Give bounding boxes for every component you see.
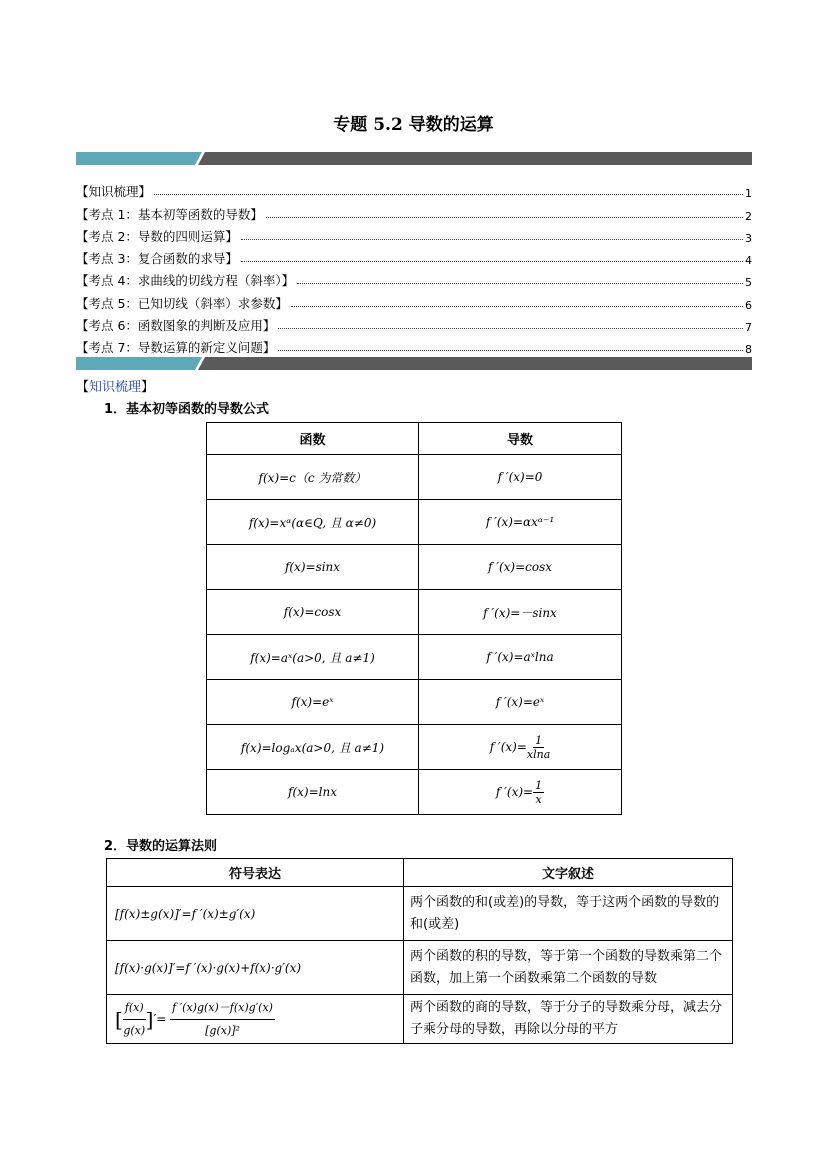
- header-banner: [76, 152, 752, 165]
- toc-leader: [291, 306, 743, 307]
- table-row: f(x)=c（c 为常数） f ′(x)=0: [207, 455, 622, 500]
- column-header: 符号表达: [107, 859, 404, 887]
- toc-entry[interactable]: [76, 289, 752, 311]
- toc-leader: [278, 328, 743, 329]
- toc-label: 【考点 4：求曲线的切线方程（斜率）】: [76, 273, 295, 289]
- column-header: 函数: [207, 423, 419, 455]
- toc-page-number: 8: [745, 343, 752, 357]
- table-row: f(x)=eˣ f ′(x)=eˣ: [207, 680, 622, 725]
- toc-leader: [278, 350, 743, 351]
- toc-label: 【考点 6：函数图象的判断及应用】: [76, 318, 276, 334]
- toc-leader: [154, 194, 743, 195]
- fraction: $\frac{1}{x}$: [535, 778, 543, 806]
- toc-label: 【考点 1：基本初等函数的导数】: [76, 206, 263, 222]
- toc-page-number: 1: [745, 187, 752, 201]
- toc-leader: [266, 217, 743, 218]
- toc-entry[interactable]: [76, 334, 752, 356]
- fraction: $\frac{1}{xlna}$: [526, 733, 551, 761]
- page-title: 专题 5.2 导数的运算: [333, 115, 494, 135]
- toc-entry[interactable]: [76, 200, 752, 222]
- toc-entry[interactable]: [76, 245, 752, 267]
- toc-page-number: 4: [745, 254, 752, 268]
- column-header: 导数: [419, 423, 622, 455]
- toc-label: 【知识梳理】: [76, 184, 152, 200]
- column-header: 文字叙述: [404, 859, 733, 887]
- toc-page-number: 6: [745, 298, 752, 312]
- table-row: f(x)=logₐx(a>0, 且 a≠1) f ′(x)= $\frac{1}{xlna}$: [207, 725, 622, 770]
- toc-entry[interactable]: [76, 223, 752, 245]
- toc-label: 【考点 5：已知切线（斜率）求参数】: [76, 295, 288, 311]
- table-row: [f(x)±g(x)]′=f ′(x)±g′(x) 两个函数的和(或差)的导数，等于这两个函数的导数的和(或差): [107, 887, 733, 941]
- toc-entry[interactable]: [76, 178, 752, 200]
- subheading-derivative-formulas: 1．基本初等函数的导数公式: [104, 402, 270, 417]
- table-row: f(x)=lnx f ′(x)= $\frac{1}{x}$: [207, 770, 622, 815]
- toc-leader: [241, 261, 743, 262]
- toc-page-number: 2: [745, 209, 752, 223]
- toc-leader: [241, 239, 743, 240]
- table-row: f(x)=cosx f ′(x)=－sinx: [207, 590, 622, 635]
- toc-page-number: 7: [745, 321, 752, 335]
- derivative-formula-table: [206, 422, 622, 815]
- table-of-contents: [76, 178, 752, 356]
- table-row: [f(x)·g(x)]′=f ′(x)·g(x)+f(x)·g′(x) 两个函数的积的导数，等于第一个函数的导数乘第二个函数，加上第一个函数乘第二个函数的导数: [107, 941, 733, 995]
- toc-leader: [297, 283, 743, 284]
- operation-rules-table: [106, 858, 733, 1044]
- divider-banner: [76, 357, 752, 370]
- toc-label: 【考点 3：复合函数的求导】: [76, 251, 238, 267]
- fraction: $\frac{f(x)}{g(x)}$: [123, 997, 146, 1042]
- toc-entry[interactable]: [76, 267, 752, 289]
- table-row: f(x)=sinx f ′(x)=cosx: [207, 545, 622, 590]
- toc-label: 【考点 7：导数运算的新定义问题】: [76, 340, 276, 356]
- table-row: f(x)=aˣ(a>0, 且 a≠1) f ′(x)=aˣlna: [207, 635, 622, 680]
- section-heading: 【知识梳理】: [76, 380, 155, 395]
- toc-page-number: 5: [745, 276, 752, 290]
- toc-page-number: 3: [745, 231, 752, 245]
- toc-entry[interactable]: [76, 312, 752, 334]
- subheading-operation-rules: 2．导数的运算法则: [104, 839, 218, 854]
- fraction: $\frac{f '(x)g(x)-f(x)g'(x)}{\text{[g(x)]²}}$: [170, 997, 275, 1042]
- table-row: f(x)=xᵅ(α∈Q, 且 α≠0) f ′(x)=αxᵅ⁻¹: [207, 500, 622, 545]
- toc-label: 【考点 2：导数的四则运算】: [76, 228, 238, 244]
- table-row: [ $\frac{f(x)}{g(x)}$ ]′= $\frac{f '(x)g(x)-f(x)g'(x)}{\text{[g(x)]²}}$ 两个函数的商的导数，等于分子的导数乘分母，减去分子乘分母的导数，再除以分母的平方: [107, 995, 733, 1044]
